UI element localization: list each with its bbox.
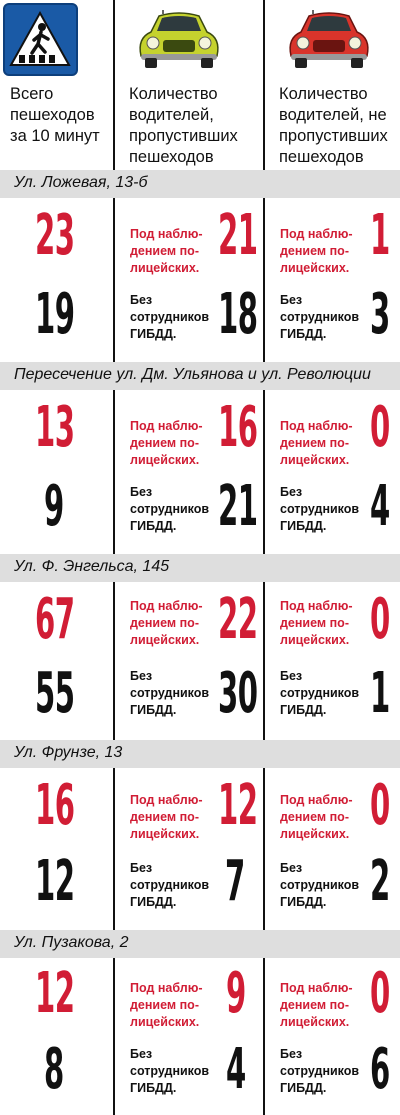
police-label: Под наблю- дением по- лицейских. [280,981,353,1029]
not-yielded-no-police: 6 [370,1037,390,1102]
street-name: Ул. Ф. Энгельса, 145 [14,558,170,575]
street-name: Ул. Фрунзе, 13 [14,744,123,761]
yielded-no-police: 30 [218,661,258,726]
street-section [0,740,400,930]
street-name-bar [0,930,400,958]
header-col3-label: Количество водителей, не пропустивших пешеходов [279,85,388,166]
total-pedestrians-police: 23 [35,203,75,268]
header-col1-label: Всего пешеходов за 10 минут [10,85,100,145]
street-name: Ул. Пузакова, 2 [14,934,129,951]
not-yielded-police: 0 [370,395,390,460]
yielded-police: 16 [218,395,258,460]
police-label: Под наблю- дением по- лицейских. [130,793,203,841]
red-car-icon [283,8,375,75]
street-name-bar [0,362,400,390]
no-police-label: Без сотрудников ГИБДД. [130,669,210,717]
not-yielded-no-police: 1 [370,661,390,726]
street-name-bar [0,554,400,582]
police-label: Под наблю- дением по- лицейских. [130,981,203,1029]
not-yielded-no-police: 3 [370,282,390,347]
police-label: Под наблю- дением по- лицейских. [130,419,203,467]
street-name-bar [0,740,400,768]
police-label: Под наблю- дением по- лицейских. [280,793,353,841]
not-yielded-no-police: 2 [370,849,390,914]
not-yielded-police: 0 [370,587,390,652]
not-yielded-no-police: 4 [370,474,390,539]
street-section [0,362,400,554]
yellow-car-icon [133,8,225,75]
no-police-label: Без сотрудников ГИБДД. [130,1047,210,1095]
yielded-police: 9 [226,961,246,1026]
yielded-no-police: 18 [218,282,258,347]
yielded-no-police: 7 [225,849,245,914]
police-label: Под наблю- дением по- лицейских. [280,599,353,647]
no-police-label: Без сотрудников ГИБДД. [130,861,210,909]
street-section [0,170,400,362]
table-header [0,0,400,170]
no-police-label: Без сотрудников ГИБДД. [280,293,360,341]
header-not-yielded [265,0,400,170]
total-pedestrians-no-police: 9 [44,474,64,539]
no-police-label: Без сотрудников ГИБДД. [280,485,360,533]
total-pedestrians-police: 16 [35,773,75,838]
total-pedestrians-police: 12 [35,961,75,1026]
street-name: Ул. Ложевая, 13-б [14,174,148,191]
police-label: Под наблю- дением по- лицейских. [280,419,353,467]
yielded-police: 21 [218,203,258,268]
not-yielded-police: 0 [370,961,390,1026]
yielded-no-police: 4 [226,1037,246,1102]
no-police-label: Без сотрудников ГИБДД. [280,1047,360,1095]
yielded-no-police: 21 [218,474,258,539]
street-name-bar [0,170,400,198]
street-name: Пересечение ул. Дм. Ульянова и ул. Революции [14,366,371,383]
police-label: Под наблю- дением по- лицейских. [280,227,353,275]
header-pedestrians [0,0,113,170]
no-police-label: Без сотрудников ГИБДД. [280,669,360,717]
police-label: Под наблю- дением по- лицейских. [130,227,203,275]
total-pedestrians-no-police: 12 [35,849,75,914]
header-col2-label: Количество водителей, пропустивших пешеходов [129,85,238,166]
header-yielded [115,0,263,170]
yielded-police: 12 [218,773,258,838]
total-pedestrians-no-police: 55 [35,661,75,726]
total-pedestrians-no-police: 19 [35,282,75,347]
not-yielded-police: 1 [370,203,390,268]
total-pedestrians-police: 13 [35,395,75,460]
street-section [0,554,400,740]
total-pedestrians-police: 67 [35,587,75,652]
no-police-label: Без сотрудников ГИБДД. [130,485,210,533]
police-label: Под наблю- дением по- лицейских. [130,599,203,647]
no-police-label: Без сотрудников ГИБДД. [280,861,360,909]
no-police-label: Без сотрудников ГИБДД. [130,293,210,341]
street-section [0,930,400,1115]
not-yielded-police: 0 [370,773,390,838]
yielded-police: 22 [218,587,258,652]
pedestrian-crossing-sign-icon [3,3,78,76]
total-pedestrians-no-police: 8 [44,1037,64,1102]
